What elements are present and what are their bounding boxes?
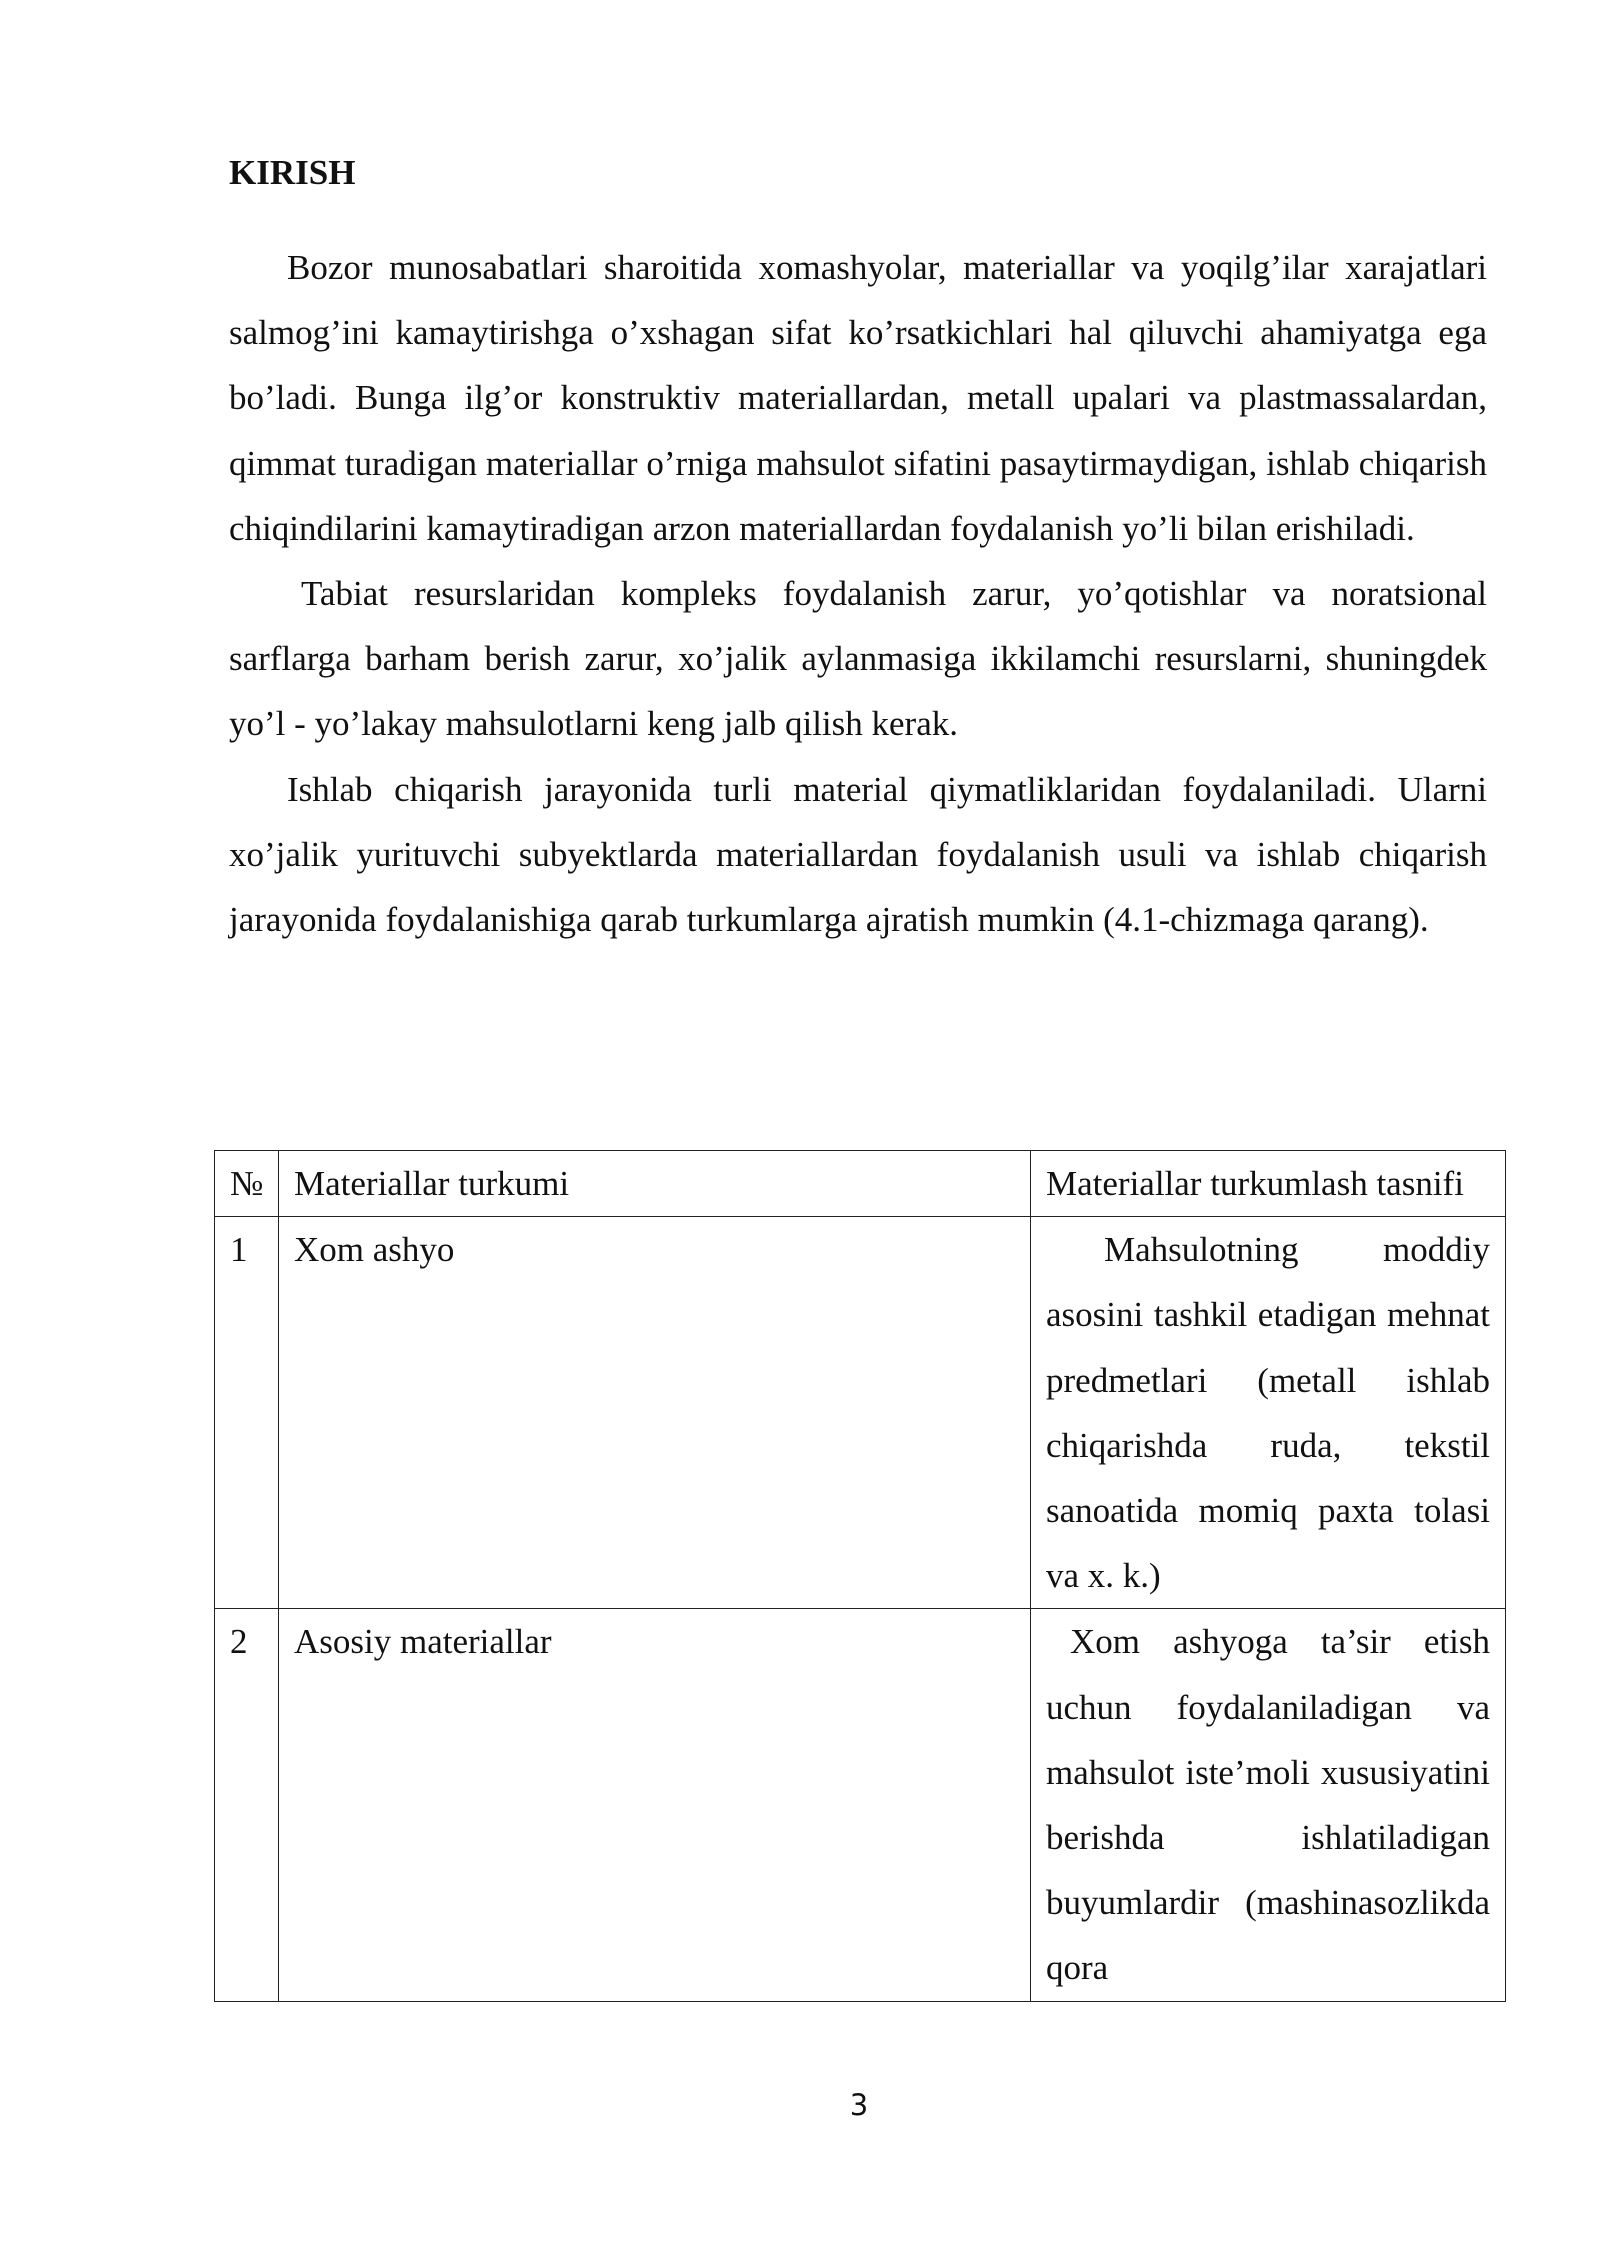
section-heading: KIRISH [229, 153, 356, 192]
row-category: Xom ashyo [279, 1217, 1031, 1609]
row-description [1031, 1609, 1506, 2001]
header-classification-text: Materiallar turkumlash tasnifi [1046, 1164, 1464, 1203]
row-number: 1 [215, 1217, 279, 1609]
row-description [1031, 1217, 1506, 1609]
paragraph-3: Ishlab chiqarish jarayonida turli material qiymatliklaridan foydalaniladi. Ularni xo’jalik yurituvchi subyektlarda materiallardan foydalanish usuli va ishlab chiqarish jarayonida foydalanishiga qarab turkumlarga ajratish mumkin (4.1-chizmaga qarang). [229, 769, 1487, 940]
table-row [215, 1609, 1506, 2001]
row-number: 2 [215, 1609, 279, 2001]
page-number: 3 [849, 2088, 869, 2122]
header-number: № [215, 1151, 279, 1217]
table-row [215, 1217, 1506, 1609]
row-description-text: Xom ashyoga ta’sir etish uchun foydalaniladigan va mahsulot iste’moli xususiyatini berishda ishlatiladigan buyumlardir (mashinasozlikda qora [1046, 1622, 1490, 1988]
paragraph-2: Tabiat resurslaridan kompleks foydalanish zarur, yo’qotishlar va noratsional sarflarga barham berish zarur, xo’jalik aylanmasiga ikkilamchi resurslarni, shuningdek yo’l - yo’lakay mahsulotlarni keng jalb qilish kerak. [229, 574, 1487, 744]
row-category: Asosiy materiallar [279, 1609, 1031, 2001]
row-description-text: Mahsulotning moddiy asosini tashkil etadigan mehnat predmetlari (metall ishlab chiqarishda ruda, tekstil sanoatida momiq paxta tolasi va x. k.) [1046, 1230, 1490, 1596]
page-bottom-margin [214, 2043, 1514, 2262]
body-text [229, 235, 1487, 952]
header-category: Materiallar turkumi [279, 1151, 1031, 1217]
paragraph-1: Bozor munosabatlari sharoitida xomashyolar, materiallar va yoqilg’ilar xarajatlari salmog’ini kamaytirishga o’xshagan sifat ko’rsatkichlari hal qiluvchi ahamiyatga ega bo’ladi. Bunga ilg’or konstruktiv materiallardan, metall upalari va plastmassalardan, qimmat turadigan materiallar o’rniga mahsulot sifatini pasaytirmaydigan, ishlab chiqarish chiqindilarini kamaytiradigan arzon materiallardan foydalanish yo’li bilan erishiladi. [229, 248, 1487, 548]
materials-table [214, 1150, 1506, 2002]
header-classification [1031, 1151, 1506, 1217]
table-header-row [215, 1151, 1506, 1217]
